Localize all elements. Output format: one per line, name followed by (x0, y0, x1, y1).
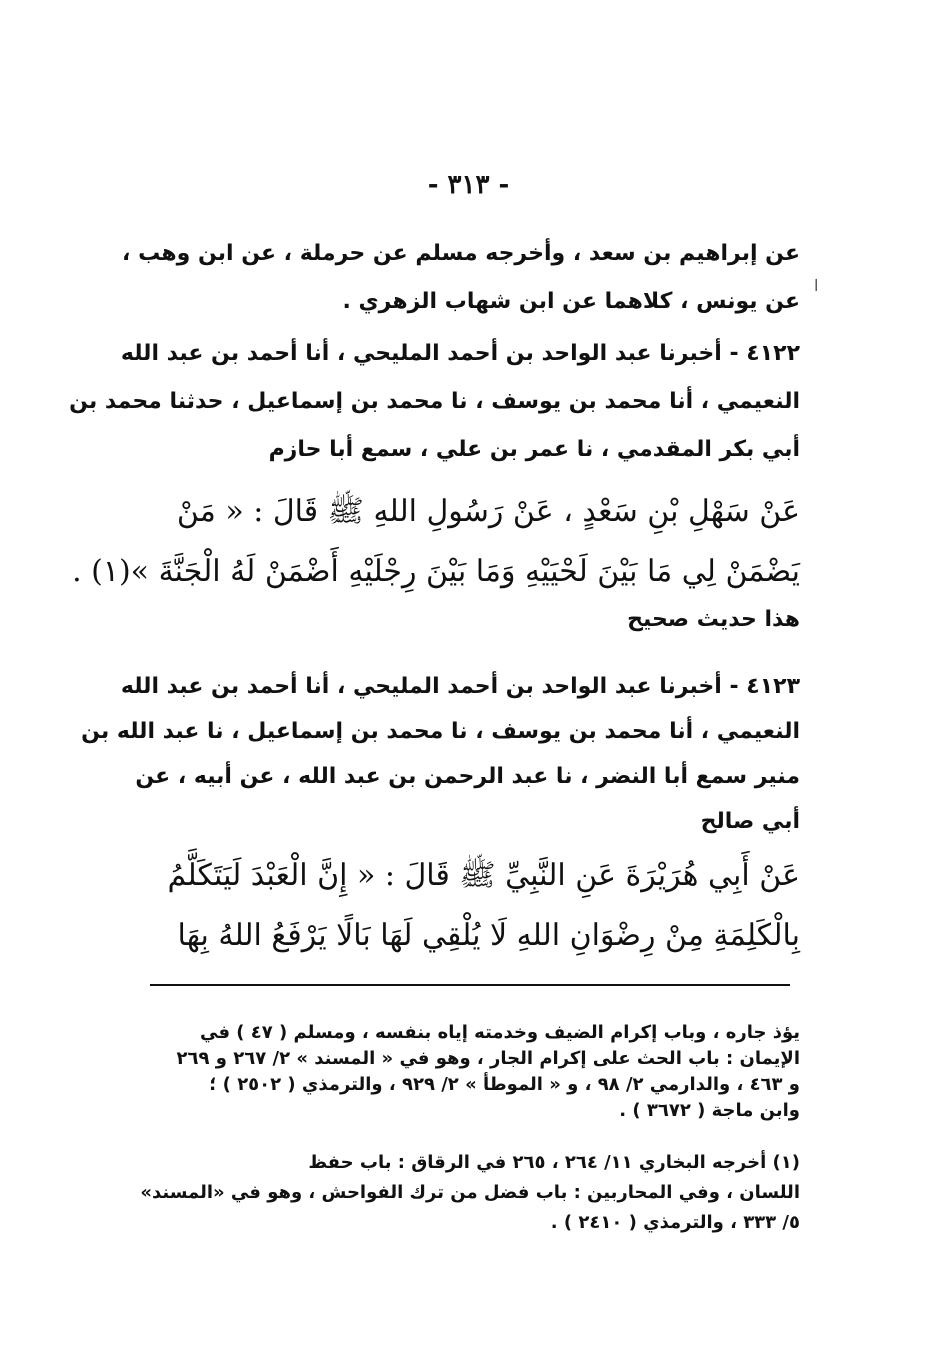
footnote-continued (150, 1020, 800, 1124)
isnad-line: ٤١٢٢ - أخبرنا عبد الواحد بن أحمد المليحي ، أنا أحمد بن عبد الله (120, 341, 800, 366)
grading-text: هذا حديث صحيح (627, 607, 800, 632)
footnote-line: يؤذ جاره ، وباب إكرام الضيف وخدمته إياه بنفسه ، ومسلم ( ٤٧ ) في (200, 1022, 800, 1043)
isnad-line: ٤١٢٣ - أخبرنا عبد الواحد بن أحمد المليحي ، أنا أحمد بن عبد الله (120, 674, 800, 699)
hadith-line: بِالْكَلِمَةِ مِنْ رِضْوَانِ اللهِ لَا يُلْقِي لَهَا بَالًا يَرْفَعُ اللهُ بِهَا (177, 918, 800, 953)
isnad-line: النعيمي ، أنا محمد بن يوسف ، نا محمد بن إسماعيل ، نا عبد الله بن (81, 719, 800, 744)
page-number: - ٣١٣ - (427, 170, 510, 200)
isnad-4122 (69, 330, 800, 474)
hadith-4122 (72, 482, 800, 602)
isnad-line: النعيمي ، أنا محمد بن يوسف ، نا محمد بن إسماعيل ، حدثنا محمد بن (69, 389, 800, 414)
footnote-line: وابن ماجة ( ٣٦٧٢ ) . (619, 1100, 800, 1121)
intro-line: عن إبراهيم بن سعد ، وأخرجه مسلم عن حرملة ، عن ابن وهب ، (122, 241, 800, 266)
hadith-line: عَنْ أَبِي هُرَيْرَةَ عَنِ النَّبِيِّ ﷺ قَالَ : « إِنَّ الْعَبْدَ لَيَتَكَلَّمُ (167, 858, 800, 893)
isnad-line: أبي صالح (700, 809, 800, 834)
margin-mark: ا (814, 276, 819, 295)
grading-4122 (150, 600, 800, 640)
intro-line: عن يونس ، كلاهما عن ابن شهاب الزهري . (342, 289, 800, 314)
footnote-line: اللسان ، وفي المحاربين : باب فضل من ترك الفواحش ، وهو في «المسند» (140, 1182, 800, 1203)
hadith-line: يَضْمَنْ لِي مَا بَيْنَ لَحْيَيْهِ وَمَا بَيْنَ رِجْلَيْهِ أَضْمَنْ لَهُ الْجَنَّةَ »(١) . (72, 554, 800, 589)
footnote-line: ٥/ ٣٣٣ ، والترمذي ( ٢٤١٠ ) . (550, 1212, 800, 1233)
footnote-line: الإيمان : باب الحث على إكرام الجار ، وهو في « المسند » ٢/ ٢٦٧ و ٢٦٩ (176, 1048, 800, 1069)
footnote-line: (١) أخرجه البخاري ١١/ ٢٦٤ ، ٢٦٥ في الرقاق : باب حفظ (308, 1152, 800, 1173)
footnote-separator (150, 984, 790, 986)
footnote-line: و ٤٦٣ ، والدارمي ٢/ ٩٨ ، و « الموطأ » ٢/ ٩٢٩ ، والترمذي ( ٢٥٠٢ ) ؛ (209, 1074, 800, 1095)
hadith-line: عَنْ سَهْلِ بْنِ سَعْدٍ ، عَنْ رَسُولِ اللهِ ﷺ قَالَ : « مَنْ (176, 494, 800, 529)
isnad-line: أبي بكر المقدمي ، نا عمر بن علي ، سمع أبا حازم (268, 437, 800, 462)
footnote-1 (140, 1148, 800, 1238)
isnad-4123 (81, 664, 800, 844)
isnad-line: منير سمع أبا النضر ، نا عبد الرحمن بن عبد الله ، عن أبيه ، عن (135, 764, 800, 789)
hadith-4123 (150, 846, 800, 966)
intro-paragraph (122, 230, 800, 326)
